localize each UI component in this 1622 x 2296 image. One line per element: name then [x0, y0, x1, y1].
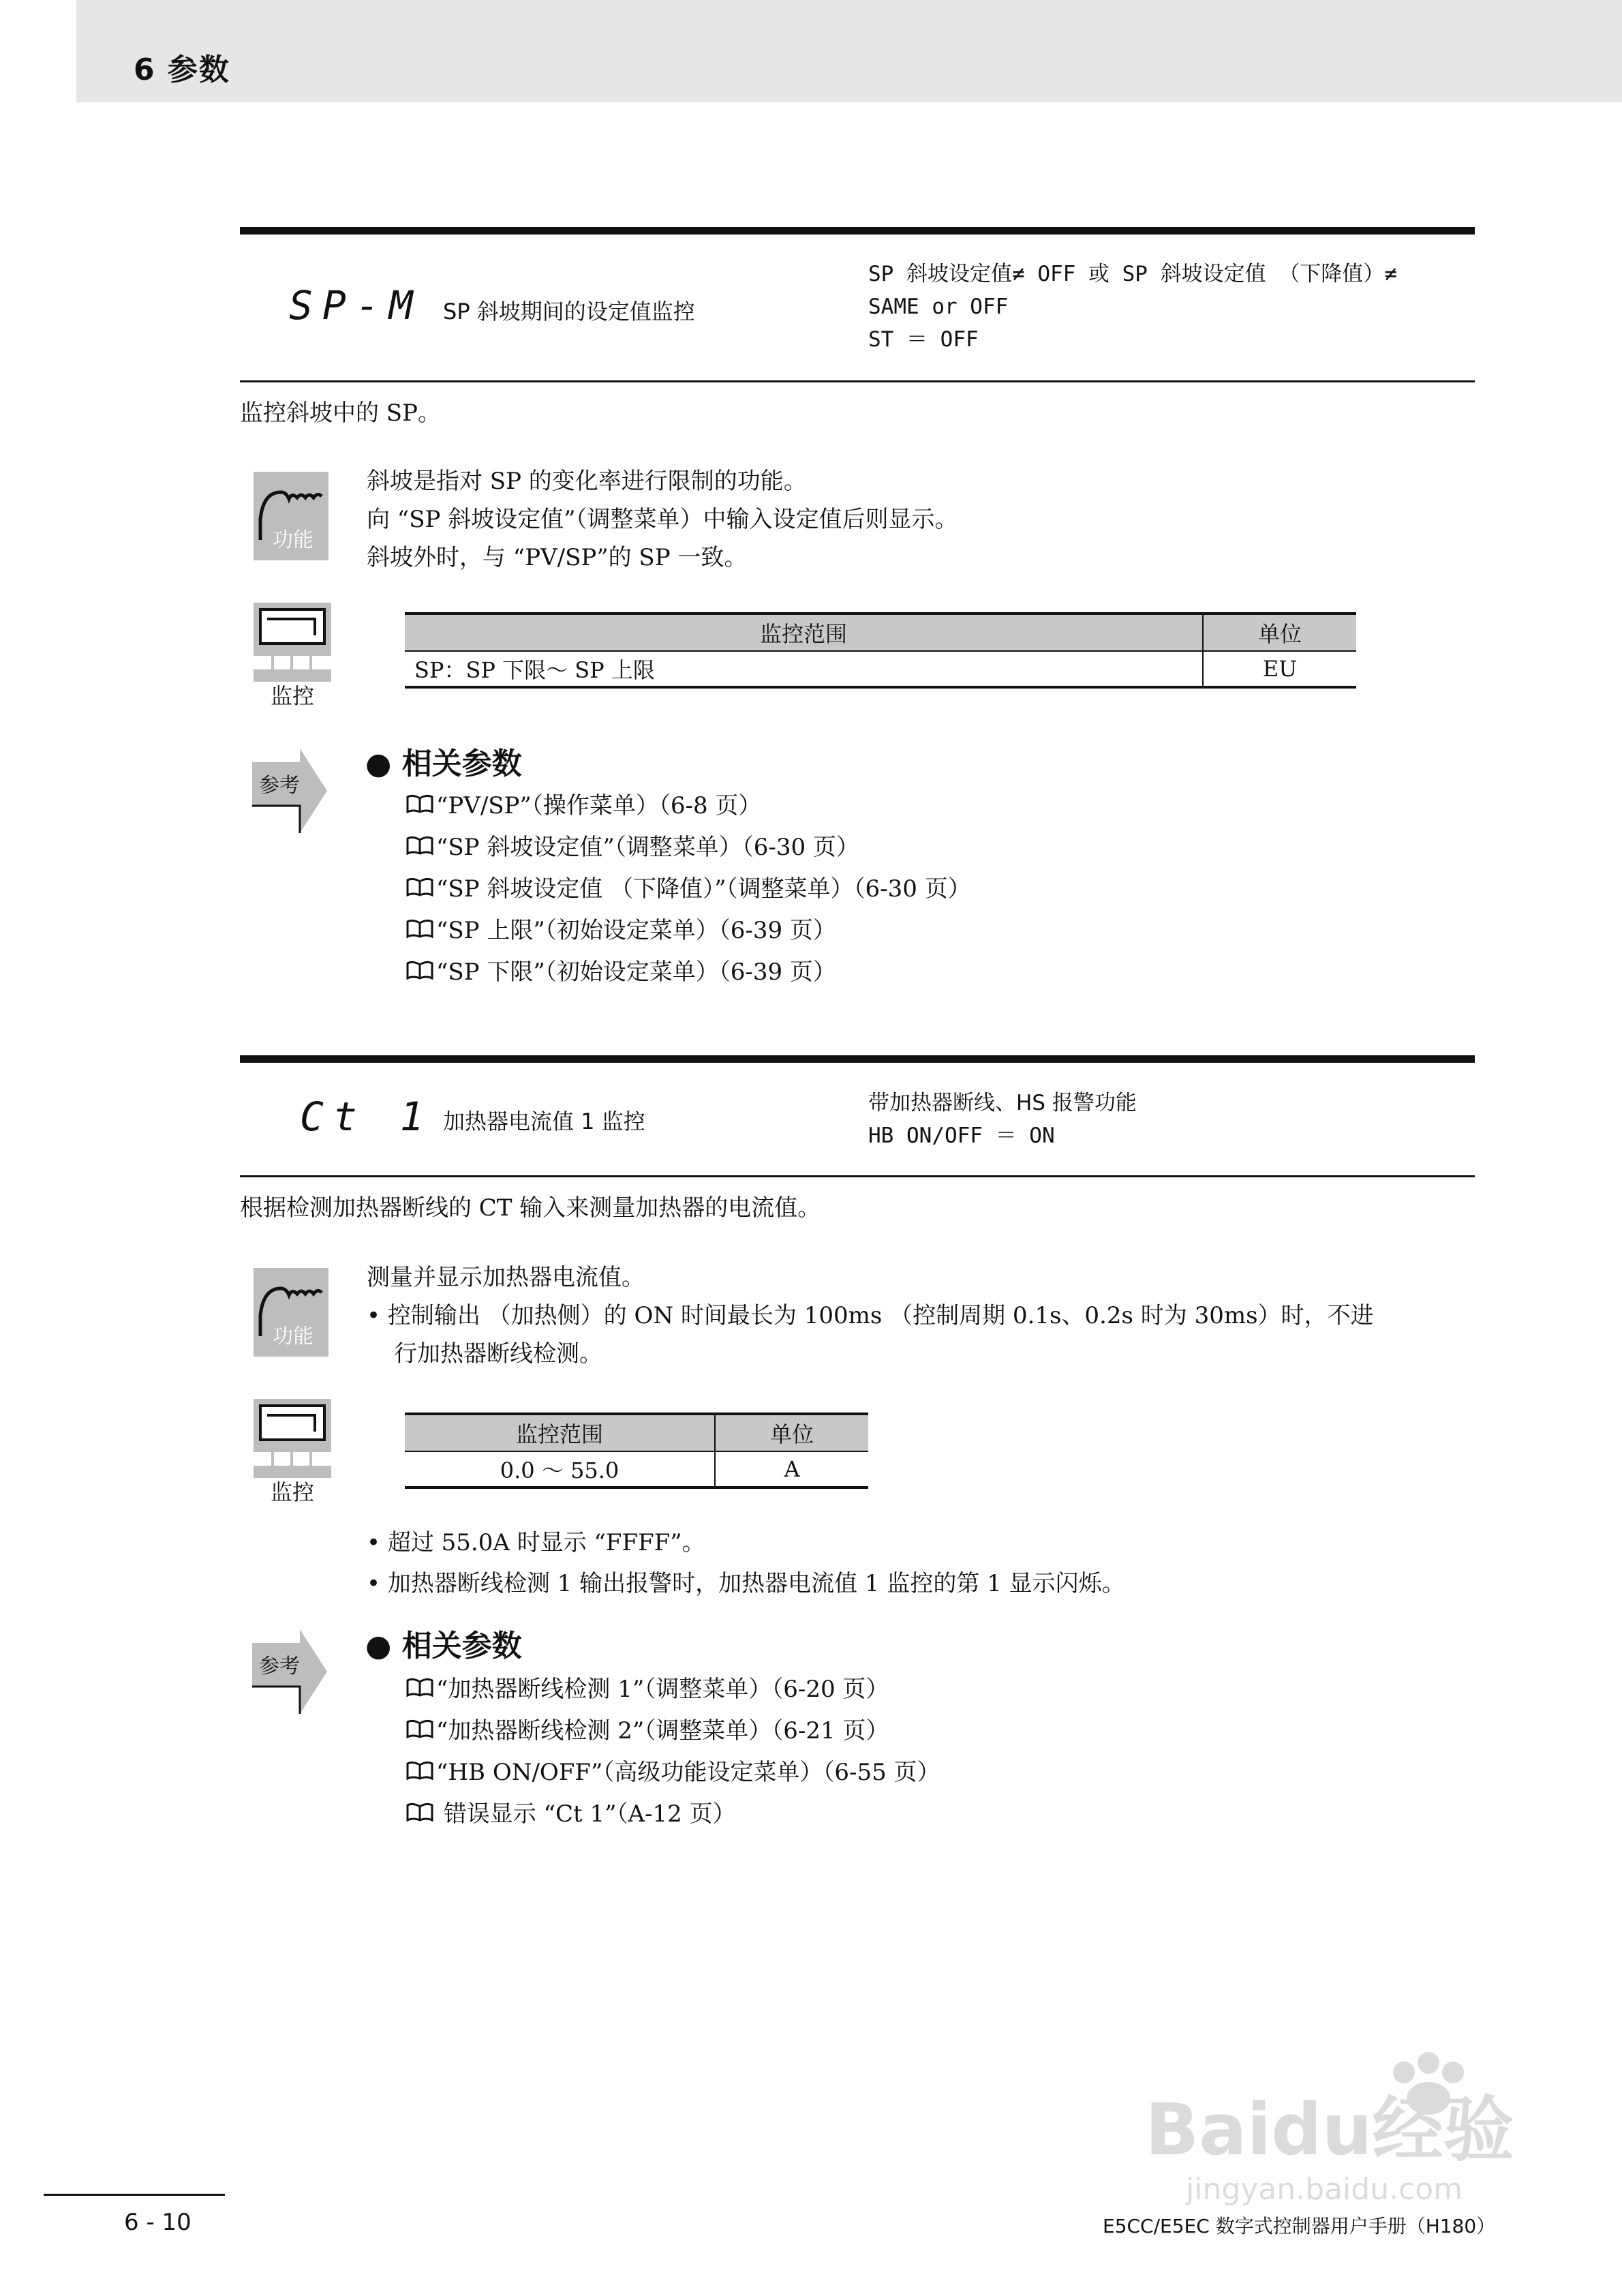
condition-line: HB ON/OFF ＝ ON	[868, 1123, 1055, 1148]
book-icon	[406, 1794, 436, 1835]
footer-rule	[44, 2194, 225, 2196]
text-line: 向 “SP 斜坡设定值”（调整菜单）中输入设定值后则显示。	[367, 506, 958, 533]
reference-item: “SP 上限”（初始设定菜单）（6-39 页）	[406, 910, 971, 952]
text-line: 斜坡是指对 SP 的变化率进行限制的功能。	[367, 468, 807, 495]
param-code: Ct 1	[300, 1093, 433, 1140]
condition-line: SAME or OFF	[868, 294, 1009, 319]
bullet-dot: ●	[365, 746, 402, 781]
param-summary: 根据检测加热器断线的 CT 输入来测量加热器的电流值。	[240, 1194, 821, 1222]
text-line: 测量并显示加热器电流值。	[367, 1264, 645, 1291]
section-bottom-rule	[240, 1175, 1475, 1177]
notes-list	[367, 1524, 1125, 1602]
reference-item: “SP 下限”（初始设定菜单）（6-39 页）	[406, 952, 971, 993]
reference-item: “加热器断线检测 2”（调整菜单）（6-21 页）	[406, 1710, 940, 1752]
section-bottom-rule	[240, 380, 1475, 382]
param-name: SP 斜坡期间的设定值监控	[443, 299, 695, 324]
manual-title: E5CC/E5EC 数字式控制器用户手册（H180）	[1103, 2215, 1496, 2237]
monitor-label: 监控	[270, 683, 314, 709]
note-item: • 超过 55.0A 时显示 “FFFF”。	[367, 1529, 705, 1556]
table-cell: 0.0 ～ 55.0	[405, 1451, 715, 1487]
table-cell: A	[715, 1451, 868, 1487]
section-top-rule	[240, 227, 1475, 235]
table-cell: EU	[1203, 651, 1356, 687]
param-summary: 监控斜坡中的 SP。	[240, 399, 441, 427]
reference-item: “HB ON/OFF”（高级功能设定菜单）（6-55 页）	[406, 1752, 940, 1794]
reference-item: “加热器断线检测 1”（调整菜单）（6-20 页）	[406, 1669, 940, 1710]
param-name: 加热器电流值 1 监控	[443, 1108, 645, 1134]
table-cell: SP：SP 下限～ SP 上限	[405, 651, 1203, 687]
related-title: 相关参数	[401, 746, 522, 781]
monitor-range-table	[405, 612, 1356, 689]
function-description	[367, 1258, 1374, 1373]
book-icon	[406, 1752, 436, 1794]
text-line: • 控制输出 （加热侧）的 ON 时间最长为 100ms （控制周期 0.1s、0.2s 时为 30ms）时，不进	[367, 1302, 1374, 1329]
function-icon	[254, 472, 328, 560]
reference-item: “SP 斜坡设定值 （下降值）”（调整菜单）（6-30 页）	[406, 868, 971, 910]
display-conditions	[868, 258, 1397, 356]
table-header: 单位	[1203, 614, 1356, 651]
page-number: 6 - 10	[124, 2209, 192, 2236]
monitor-label: 监控	[270, 1479, 314, 1505]
chapter-title: 6 参数	[134, 52, 230, 87]
table-row	[405, 1451, 868, 1487]
related-params-heading	[365, 739, 522, 783]
table-header: 单位	[715, 1414, 868, 1451]
svg-text:功能: 功能	[273, 528, 313, 552]
reference-icon	[252, 1629, 327, 1714]
book-icon	[406, 910, 436, 952]
watermark-logo	[1145, 2045, 1527, 2209]
header-band	[76, 0, 1622, 102]
book-icon	[406, 1710, 436, 1752]
param-code: SP-M	[289, 282, 423, 329]
book-icon	[406, 952, 436, 993]
book-icon	[406, 785, 436, 827]
monitor-range-table	[405, 1413, 868, 1489]
function-icon	[254, 1268, 328, 1357]
table-header: 监控范围	[405, 614, 1203, 651]
reference-item: 错误显示 “Ct 1”（A-12 页）	[406, 1794, 940, 1835]
monitor-icon	[254, 1399, 331, 1478]
related-params-heading	[365, 1621, 522, 1665]
table-header: 监控范围	[405, 1414, 715, 1451]
book-icon	[406, 868, 436, 910]
reference-icon	[252, 749, 327, 833]
reference-item: “PV/SP”（操作菜单）（6-8 页）	[406, 785, 971, 827]
bullet-dot: ●	[365, 1629, 402, 1663]
text-line: 行加热器断线检测。	[394, 1340, 602, 1368]
reference-item: “SP 斜坡设定值”（调整菜单）（6-30 页）	[406, 827, 971, 868]
display-conditions	[868, 1087, 1137, 1152]
svg-text:Baidu经验: Baidu经验	[1145, 2088, 1514, 2171]
note-item: • 加热器断线检测 1 输出报警时，加热器电流值 1 监控的第 1 显示闪烁。	[367, 1570, 1125, 1597]
condition-line: SP 斜坡设定值≠ OFF 或 SP 斜坡设定值 （下降值）≠	[868, 262, 1397, 286]
function-description	[367, 462, 958, 577]
svg-text:jingyan.baidu.com: jingyan.baidu.com	[1186, 2172, 1463, 2207]
related-title: 相关参数	[401, 1629, 522, 1663]
table-row	[405, 651, 1356, 687]
related-params-list	[406, 1669, 940, 1835]
related-params-list	[406, 785, 971, 993]
monitor-icon	[254, 603, 331, 682]
condition-line: ST ＝ OFF	[868, 327, 979, 352]
section-top-rule	[240, 1055, 1475, 1063]
svg-text:参考: 参考	[259, 1655, 300, 1678]
svg-text:功能: 功能	[273, 1325, 313, 1348]
text-line: 斜坡外时，与 “PV/SP”的 SP 一致。	[367, 544, 748, 571]
condition-line: 带加热器断线、HS 报警功能	[868, 1091, 1137, 1115]
svg-text:参考: 参考	[259, 774, 300, 798]
book-icon	[406, 1669, 436, 1710]
book-icon	[406, 827, 436, 868]
